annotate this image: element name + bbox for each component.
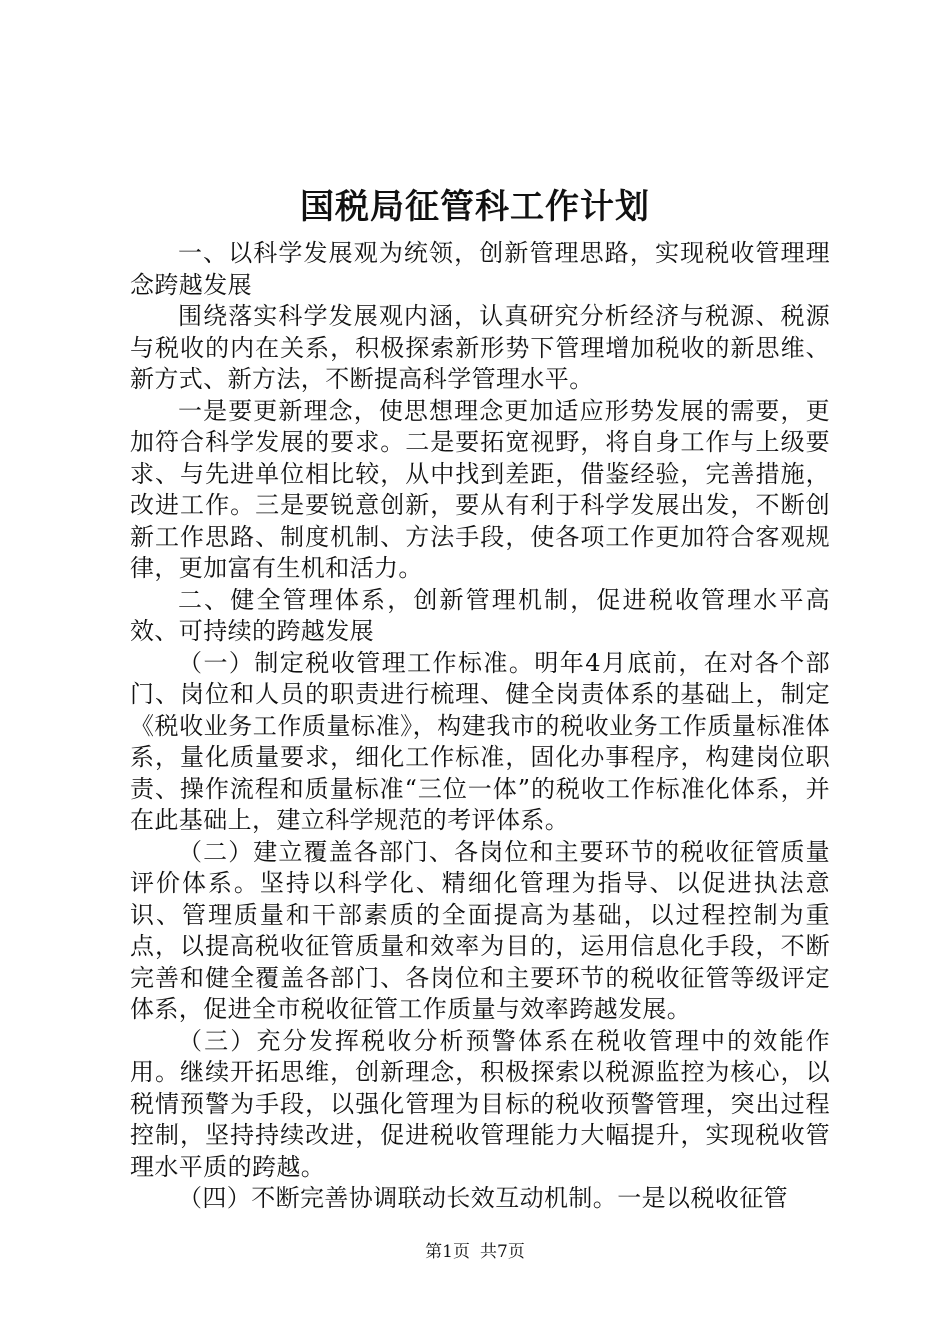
document-body — [130, 238, 830, 1215]
page-total: 共7页 — [480, 1242, 525, 1262]
page-number: 第1页 — [425, 1242, 470, 1262]
paragraph: （四）不断完善协调联动长效互动机制。一是以税收征管 — [178, 1184, 788, 1212]
page-footer — [0, 1240, 950, 1264]
section-heading-1: 一、以科学发展观为统领，创新管理思路，实现税收管理理念跨越发展 — [130, 239, 830, 299]
section-heading-2: 二、健全管理体系，创新管理机制，促进税收管理水平高效、可持续的跨越发展 — [130, 585, 830, 645]
paragraph: 一是要更新理念，使思想理念更加适应形势发展的需要，更加符合科学发展的要求。二是要拓宽视野，将自身工作与上级要求、与先进单位相比较，从中找到差距，借鉴经验，完善措施，改进工作。三是要锐意创新，要从有利于科学发展出发，不断创新工作思路、制度机制、方法手段，使各项工作更加符合客观规律，更加富有生机和活力。 — [130, 396, 830, 582]
paragraph: （一）制定税收管理工作标准。明年4月底前，在对各个部门、岗位和人员的职责进行梳理、健全岗责体系的基础上，制定《税收业务工作质量标准》，构建我市的税收业务工作质量标准体系，量化质量要求，细化工作标准，固化办事程序，构建岗位职责、操作流程和质量标准“三位一体”的税收工作标准化体系，并在此基础上，建立科学规范的考评体系。 — [130, 648, 830, 834]
document-title: 国税局征管科工作计划 — [300, 187, 650, 227]
paragraph: （二）建立覆盖各部门、各岗位和主要环节的税收征管质量评价体系。坚持以科学化、精细化管理为指导、以促进执法意识、管理质量和干部素质的全面提高为基础，以过程控制为重点，以提高税收征管质量和效率为目的，运用信息化手段，不断完善和健全覆盖各部门、各岗位和主要环节的税收征管等级评定体系，促进全市税收征管工作质量与效率跨越发展。 — [130, 837, 830, 1023]
paragraph: 围绕落实科学发展观内涵，认真研究分析经济与税源、税源与税收的内在关系，积极探索新形势下管理增加税收的新思维、新方式、新方法，不断提高科学管理水平。 — [130, 302, 830, 393]
paragraph: （三）充分发挥税收分析预警体系在税收管理中的效能作用。继续开拓思维，创新理念，积极探索以税源监控为核心，以税情预警为手段，以强化管理为目标的税收预警管理，突出过程控制，坚持持续改进，促进税收管理能力大幅提升，实现税收管理水平质的跨越。 — [130, 1026, 830, 1181]
